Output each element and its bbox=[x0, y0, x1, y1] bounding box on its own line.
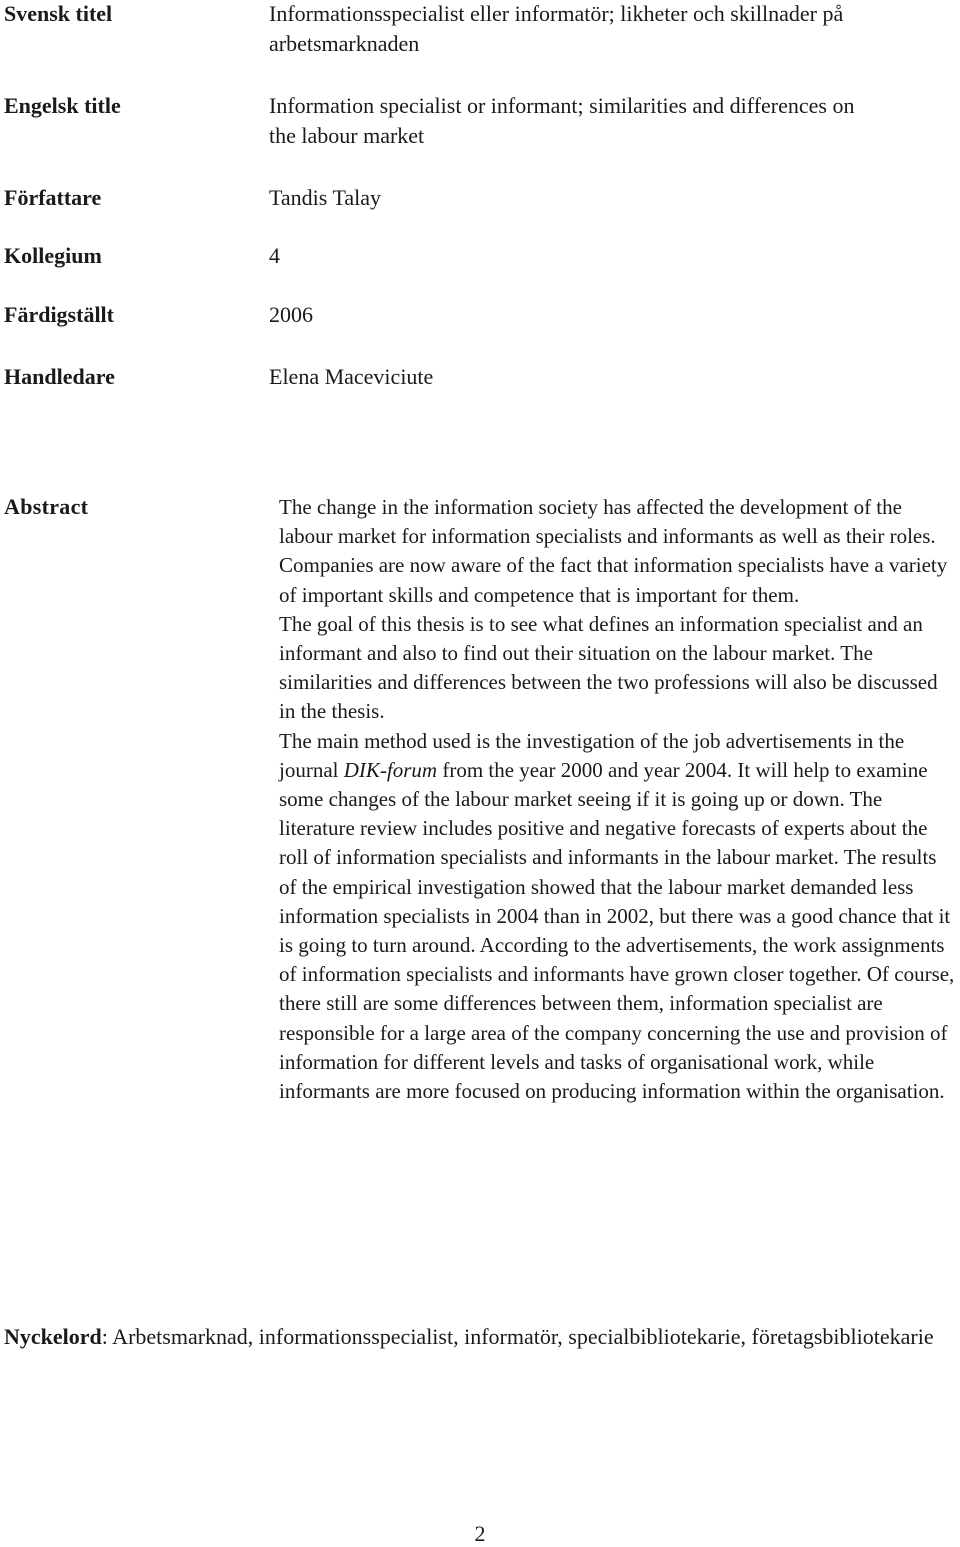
abstract-paragraph-3 bbox=[279, 727, 959, 1107]
engelsk-title-label: Engelsk title bbox=[4, 93, 121, 118]
keywords-label: Nyckelord bbox=[4, 1324, 102, 1349]
journal-name: DIK-forum bbox=[343, 757, 438, 782]
abstract-label: Abstract bbox=[4, 494, 89, 519]
kollegium-label: Kollegium bbox=[4, 243, 102, 268]
keywords-separator: : bbox=[101, 1324, 108, 1349]
page-number: 2 bbox=[474, 1521, 486, 1546]
fardigstallt-label: Färdigställt bbox=[4, 302, 114, 327]
abstract-paragraph-2: The goal of this thesis is to see what defines an information specialist and an informant and also to find out their situation on the labour market. The similarities and differences between the two professions will also be discussed in the thesis. bbox=[279, 611, 938, 724]
forfattare-label: Författare bbox=[4, 185, 102, 210]
abstract-body bbox=[279, 493, 959, 1106]
forfattare-value: Tandis Talay bbox=[269, 185, 381, 210]
engelsk-title-value bbox=[269, 91, 949, 151]
kollegium-value: 4 bbox=[269, 243, 280, 268]
svensk-titel-line-1: Informationsspecialist eller informatör; likheter och skillnader på bbox=[269, 1, 844, 26]
keywords-value: Arbetsmarknad, informationsspecialist, informatör, specialbibliotekarie, företagsbibliotekarie bbox=[107, 1324, 934, 1349]
abstract-paragraph-1: The change in the information society has affected the development of the labour market for information specialists and informants as well as their roles. Companies are now aware of the fact that information specialists have a variety of important skills and competence that is important for them. bbox=[279, 495, 948, 607]
svensk-titel-label: Svensk titel bbox=[4, 1, 113, 26]
abstract-paragraph-3-end: from the year 2000 and year 2004. It will help to examine some changes of the labour market seeing if it is going up or down. The literature review includes positive and negative forecasts of experts about the roll of information specialists and informants in the labour market. The results of the empirical investigation showed that the labour market demanded less information specialists in 2004 than in 2002, but there was a good chance that it is going to turn around. According to the advertisements, the work assignments of information specialists and informants have grown closer together. Of course, there still are some differences between them, information specialist are responsible for a large area of the company concerning the use and provision of information for different levels and tasks of organisational work, while informants are more focused on producing information within the organisation. bbox=[279, 757, 955, 1104]
handledare-label: Handledare bbox=[4, 364, 115, 389]
keywords bbox=[4, 1322, 944, 1352]
fardigstallt-value: 2006 bbox=[269, 302, 313, 327]
engelsk-title-line-2: the labour market bbox=[269, 123, 425, 148]
abstract-paragraph-3-start: The main method used is the investigation of the job advertisements in the journal bbox=[279, 728, 905, 782]
svensk-titel-value bbox=[269, 0, 949, 59]
handledare-value: Elena Maceviciute bbox=[269, 364, 434, 389]
engelsk-title-line-1: Information specialist or informant; similarities and differences on bbox=[269, 93, 855, 118]
svensk-titel-line-2: arbetsmarknaden bbox=[269, 31, 420, 56]
